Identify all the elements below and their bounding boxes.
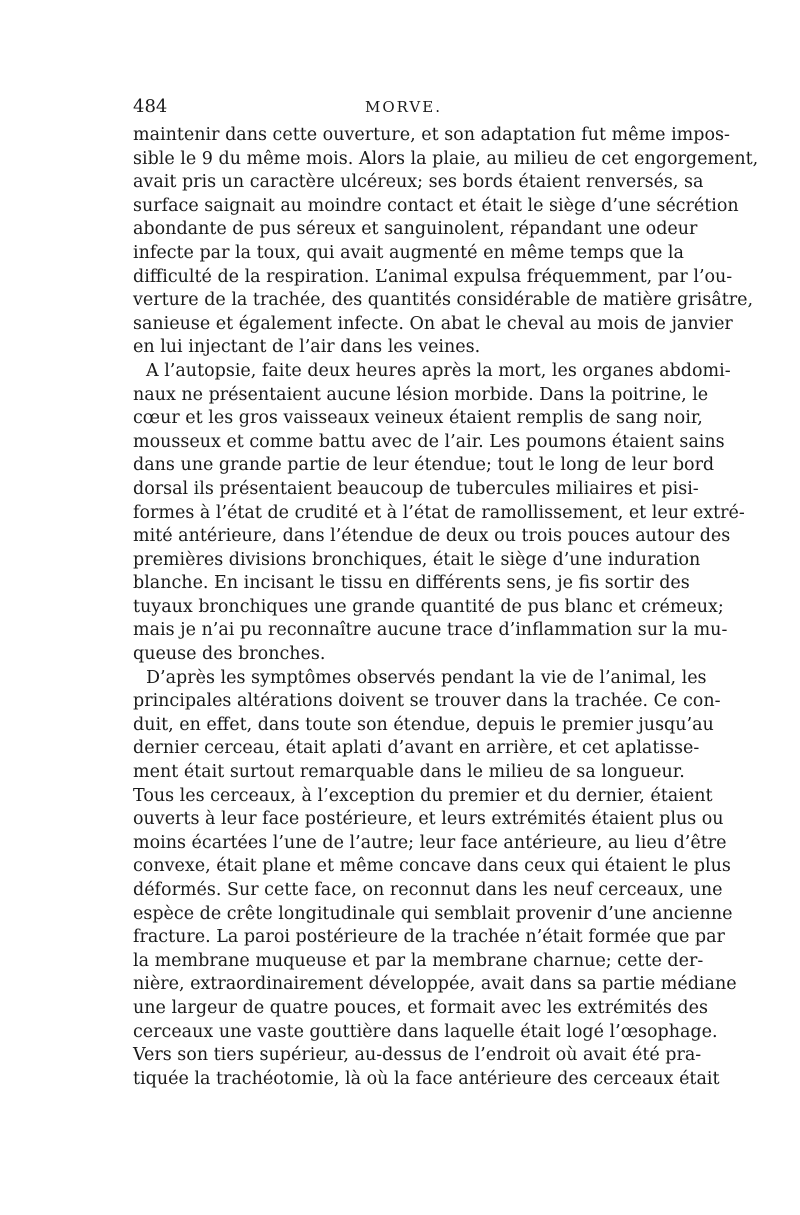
page-number: 484 [133, 96, 168, 117]
text-line: une largeur de quatre pouces, et formait avec les extrémités des [133, 997, 708, 1018]
text-line: nière, extraordinairement développée, avait dans sa partie médiane [133, 974, 737, 995]
text-line: naux ne présentaient aucune lésion morbide. Dans la poitrine, le [133, 384, 709, 405]
text-line: tuyaux bronchiques une grande quantité de pus blanc et crémeux; [133, 596, 724, 617]
text-line: Vers son tiers supérieur, au-dessus de l’endroit où avait été pra- [133, 1045, 702, 1066]
text-line: blanche. En incisant le tissu en différents sens, je fis sortir des [133, 573, 690, 594]
text-line: déformés. Sur cette face, on reconnut dans les neuf cerceaux, une [133, 880, 723, 900]
text-line: sible le 9 du même mois. Alors la plaie, au milieu de cet engorgement, [133, 148, 759, 169]
text-line: dans une grande partie de leur étendue; tout le long de leur bord [133, 455, 715, 476]
text-line: infecte par la toux, qui avait augmenté en même temps que la [133, 242, 684, 263]
text-line: dorsal ils présentaient beaucoup de tubercules miliaires et pisi- [133, 478, 699, 499]
body-text [133, 124, 759, 1091]
text-line: la membrane muqueuse et par la membrane charnue; cette der- [133, 950, 704, 971]
text-line: sanieuse et également infecte. On abat le cheval au mois de janvier [133, 313, 733, 334]
text-line: convexe, était plane et même concave dans ceux qui étaient le plus [133, 856, 731, 877]
text-line: duit, en effet, dans toute son étendue, depuis le premier jusqu’au [133, 714, 714, 735]
text-line: tiquée la trachéotomie, là où la face antérieure des cerceaux était [133, 1068, 720, 1089]
text-line: mais je n’ai pu reconnaître aucune trace d’inflammation sur la mu- [133, 620, 728, 641]
paragraph-first-line: D’après les symptômes observés pendant la vie de l’animal, les [146, 667, 707, 688]
text-line: ment était surtout remarquable dans le milieu de sa longueur. [133, 762, 685, 783]
paragraph-first-line: A l’autopsie, faite deux heures après la mort, les organes abdomi- [146, 360, 731, 381]
text-line: premières divisions bronchiques, était le siège d’une induration [133, 549, 701, 570]
text-line: abondante de pus séreux et sanguinolent, répandant une odeur [133, 219, 698, 240]
text-line: principales altérations doivent se trouver dans la trachée. Ce con- [133, 691, 721, 712]
text-line: avait pris un caractère ulcéreux; ses bords étaient renversés, sa [133, 172, 704, 193]
text-line: mousseux et comme battu avec de l’air. Les poumons étaient sains [133, 431, 725, 452]
text-line: dernier cerceau, était aplati d’avant en arrière, et cet aplatisse- [133, 738, 700, 759]
text-line: en lui injectant de l’air dans les veines. [133, 337, 481, 358]
text-line: surface saignait au moindre contact et était le siège d’une sécrétion [133, 195, 739, 216]
text-line: formes à l’état de crudité et à l’état de ramollissement, et leur extré- [133, 502, 745, 523]
text-line: moins écartées l’une de l’autre; leur face antérieure, au lieu d’être [133, 832, 727, 853]
text-line: difficulté de la respiration. L’animal expulsa fréquemment, par l’ou- [133, 266, 733, 287]
text-line: fracture. La paroi postérieure de la trachée n’était formée que par [133, 927, 725, 948]
text-line: maintenir dans cette ouverture, et son adaptation fut même impos- [133, 125, 730, 145]
text-line: ouverts à leur face postérieure, et leurs extrémités étaient plus ou [133, 809, 724, 830]
text-line: mité antérieure, dans l’étendue de deux ou trois pouces autour des [133, 526, 731, 547]
text-line: espèce de crête longitudinale qui semblait provenir d’une ancienne [133, 903, 733, 924]
running-title: MORVE. [365, 98, 442, 116]
text-line: cœur et les gros vaisseaux veineux étaient remplis de sang noir, [133, 408, 703, 429]
text-line: queuse des bronches. [133, 644, 326, 665]
text-line: verture de la trachée, des quantités considérable de matière grisâtre, [133, 290, 754, 311]
text-line: cerceaux une vaste gouttière dans laquelle était logé l’œsophage. [133, 1021, 718, 1042]
text-line: Tous les cerceaux, à l’exception du premier et du dernier, étaient [133, 785, 713, 806]
page-header [133, 96, 673, 122]
